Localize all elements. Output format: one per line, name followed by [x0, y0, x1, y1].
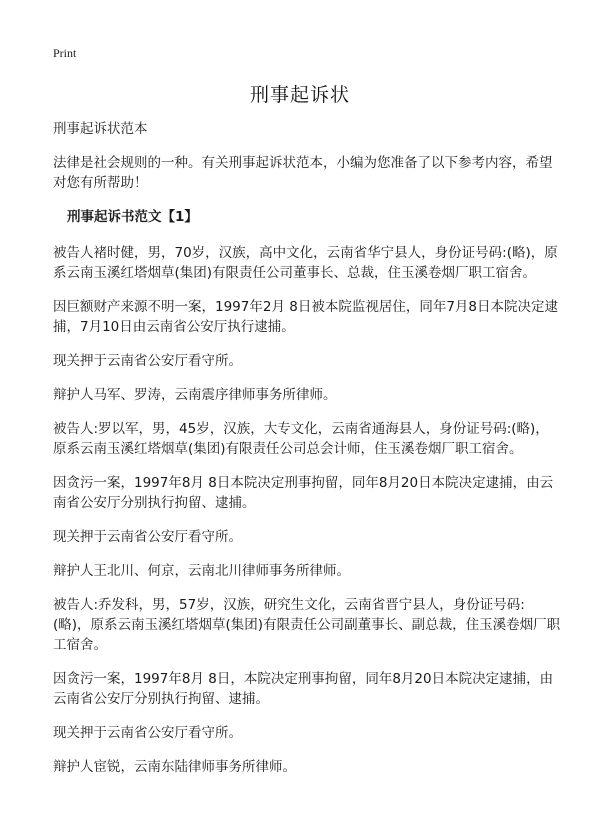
body-paragraph: 现关押于云南省公安厅看守所。: [53, 353, 242, 369]
body-paragraph: 辩护人马军、罗涛，云南震序律师事务所律师。: [53, 387, 337, 403]
document-title: 刑事起诉状: [249, 84, 350, 106]
body-paragraph: 因巨额财产来源不明一案，1997年2月 8日被本院监视居住，同年7月8日本院决定逮捕，7月10日由云南省公安厅执行逮捕。: [53, 299, 559, 335]
section-heading: 刑事起诉书范文【1】: [67, 209, 198, 225]
print-label: Print: [53, 46, 77, 60]
body-paragraph: 被告人:罗以军，男，45岁，汉族，大专文化，云南省通海县人，身份证号码:(略)，原系云南玉溪红塔烟草(集团)有限责任公司总会计师，住玉溪卷烟厂职工宿舍。: [53, 421, 549, 457]
body-paragraph: 被告人:乔发科，男，57岁，汉族，研究生文化，云南省晋宁县人，身份证号码:(略)，原系云南玉溪红塔烟草(集团)有限责任公司副董事长、副总裁，住玉溪卷烟厂职工宿舍。: [53, 597, 561, 653]
body-paragraph: 现关押于云南省公安厅看守所。: [53, 725, 242, 741]
body-paragraph: 现关押于云南省公安厅看守所。: [53, 529, 242, 545]
body-paragraph: 辩护人王北川、何京，云南北川律师事务所律师。: [53, 563, 350, 579]
body-paragraph: 被告人褚时健，男，70岁，汉族，高中文化，云南省华宁县人，身份证号码:(略)，原系云南玉溪红塔烟草(集团)有限责任公司董事长、总裁，住玉溪卷烟厂职工宿舍。: [53, 245, 558, 281]
body-paragraph: 因贪污一案，1997年8月 8日，本院决定刑事拘留，同年8月20日本院决定逮捕，由云南省公安厅分别执行拘留、逮捕。: [53, 671, 554, 707]
intro-paragraph: 法律是社会规则的一种。有关刑事起诉状范本，小编为您准备了以下参考内容，希望对您有所帮助！: [53, 155, 553, 191]
body-paragraph: 因贪污一案，1997年8月 8日本院决定刑事拘留，同年8月20日本院决定逮捕，由云南省公安厅分别执行拘留、逮捕。: [53, 475, 554, 511]
document-body: [53, 119, 562, 791]
body-paragraph: 辩护人宦锐，云南东陆律师事务所律师。: [53, 759, 296, 775]
document-subtitle: 刑事起诉状范本: [53, 121, 148, 137]
